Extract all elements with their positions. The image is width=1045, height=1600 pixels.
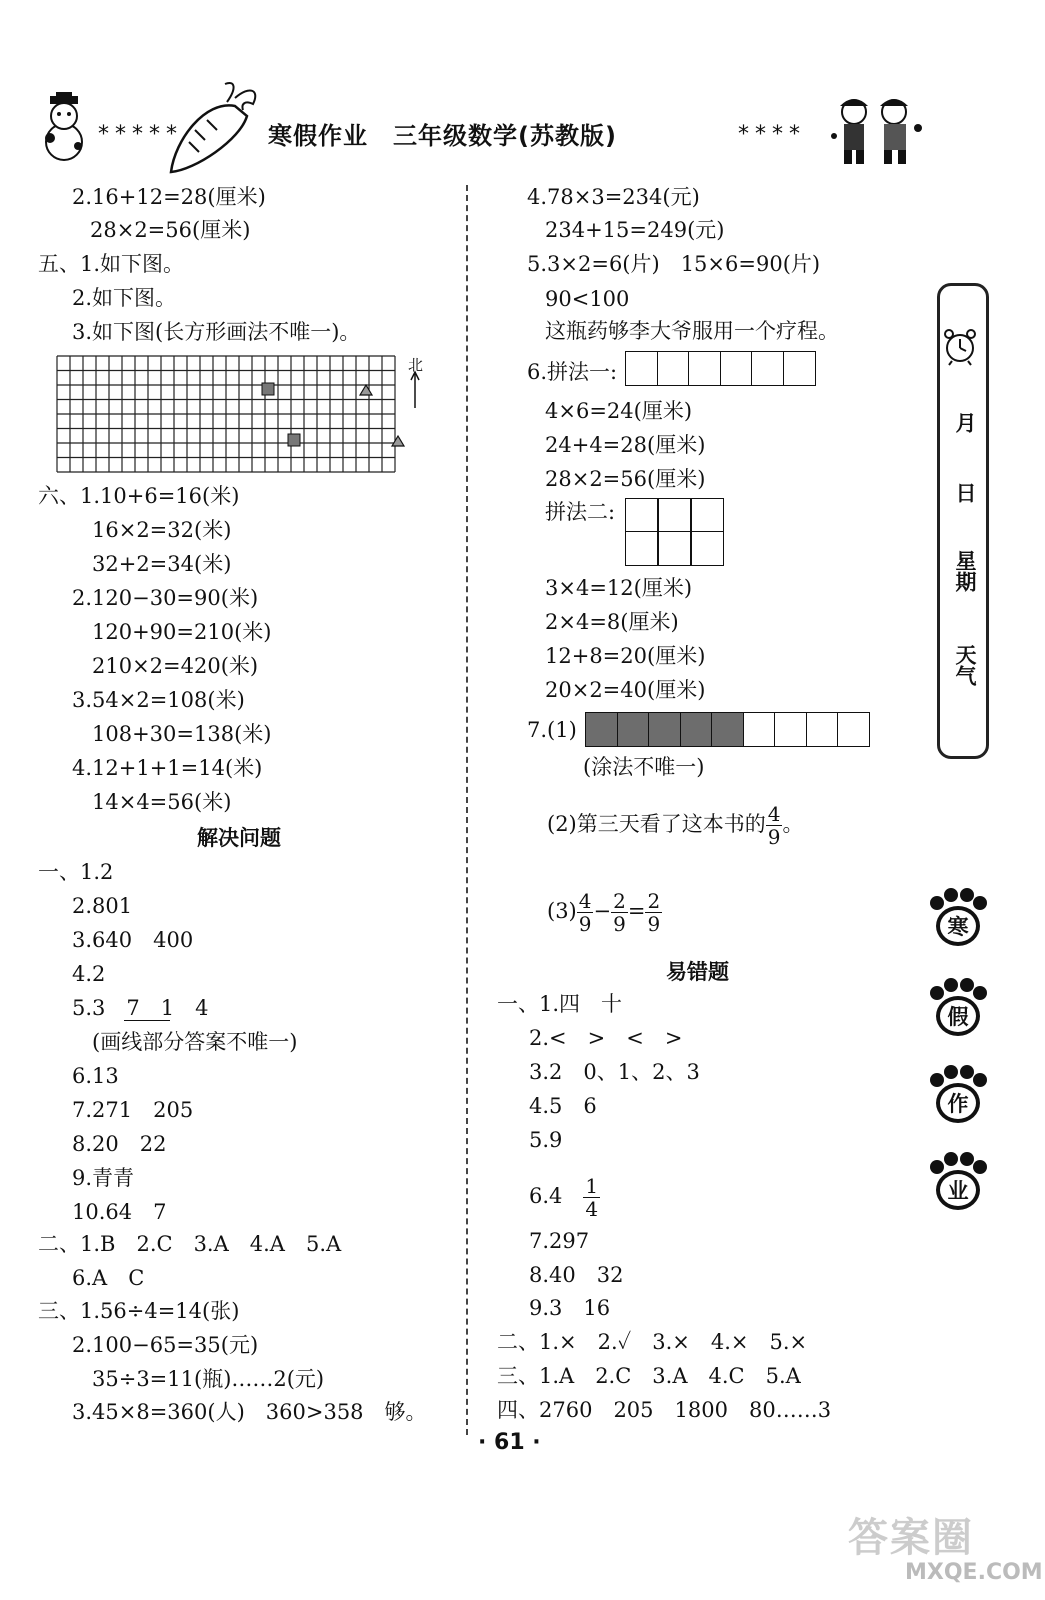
answer-line: 7.297 <box>529 1229 590 1253</box>
answer-line: 3.2 0、1、2、3 <box>529 1060 700 1084</box>
answer-line: (涂法不唯一) <box>583 755 705 779</box>
answer-line: (2)第三天看了这本书的 $\frac{4}{9}$ 。 <box>547 802 804 849</box>
watermark-url: MXQE.COM <box>905 1560 1043 1585</box>
answer-line: 108+30=138(米) <box>92 722 272 746</box>
answer-line: 三、1.56÷4=14(张) <box>38 1299 240 1323</box>
answer-line: 5.9 <box>529 1128 563 1152</box>
answer-line: 5.3×2=6(片) 15×6=90(片) <box>527 252 821 276</box>
fraction: $\frac{4}{9}$ <box>578 889 592 936</box>
answer-line: 7.(1) <box>527 718 577 742</box>
square-mark <box>262 383 274 395</box>
cell <box>658 498 691 533</box>
cell <box>806 712 839 747</box>
answer-line: 3.45×8=360(人) 360>358 够。 <box>72 1400 427 1424</box>
answer-line: 28×2=56(厘米) <box>545 467 706 491</box>
answer-line: 五、1.如下图。 <box>38 252 185 276</box>
answer-line: (画线部分答案不唯一) <box>92 1030 298 1054</box>
answer-line: 六、1.10+6=16(米) <box>38 484 240 508</box>
answer-line: 2.120−30=90(米) <box>72 586 259 610</box>
alarm-clock-icon <box>943 328 977 366</box>
answer-line: 6.13 <box>72 1064 119 1088</box>
stars-right: **** <box>738 122 806 147</box>
answer-line: 4.78×3=234(元) <box>527 185 700 209</box>
stars-left: ***** <box>98 122 183 147</box>
answer-line: 拼法二: <box>545 500 616 524</box>
fraction-bar <box>585 712 869 747</box>
answer-line: 一、1.2 <box>38 860 114 884</box>
cell <box>658 531 691 566</box>
answer-line: 8.20 22 <box>72 1132 167 1156</box>
answer-line: 2.16+12=28(厘米) <box>72 185 266 209</box>
cell <box>625 498 658 533</box>
answer-line: 四、2760 205 1800 80……3 <box>497 1398 832 1422</box>
answer-line: 三、1.A 2.C 3.A 4.C 5.A <box>497 1364 801 1388</box>
answer-line: 3×4=12(厘米) <box>545 576 693 600</box>
fraction: $\frac{2}{9}$ <box>613 889 626 936</box>
week-label: 星期 <box>953 550 977 592</box>
header-title: 寒假作业 三年级数学(苏教版) <box>268 122 617 150</box>
triangle-mark <box>392 436 404 446</box>
answer-line: 7.271 205 <box>72 1098 194 1122</box>
watermark-logo: 答案圈 <box>848 1515 974 1561</box>
answer-line: 4.5 6 <box>529 1094 597 1118</box>
answer-line: 12+8=20(厘米) <box>545 644 706 668</box>
paw-icon: 作 <box>928 1065 988 1125</box>
triangle-mark <box>360 385 372 395</box>
arrangement-one <box>625 351 814 386</box>
answer-line: 120+90=210(米) <box>92 620 272 644</box>
square-mark <box>288 434 300 446</box>
answer-line: 24+4=28(厘米) <box>545 433 706 457</box>
answer-line: 一、1.四 十 <box>497 992 623 1016</box>
section-title-solve: 解决问题 <box>197 826 281 850</box>
north-label: 北 <box>408 356 424 374</box>
underline-mark <box>124 1020 170 1021</box>
answer-line: 6.A C <box>72 1266 145 1290</box>
shaded-cell <box>585 712 618 747</box>
answer-line: 2.100−65=35(元) <box>72 1333 259 1357</box>
answer-line: 35÷3=11(瓶)……2(元) <box>92 1367 325 1391</box>
cell <box>691 531 724 566</box>
answer-line: 二、1.B 2.C 3.A 4.A 5.A <box>38 1232 342 1256</box>
answer-line: 8.40 32 <box>529 1263 624 1287</box>
cell <box>657 351 690 386</box>
answer-line: 2×4=8(厘米) <box>545 610 679 634</box>
cell <box>783 351 816 386</box>
answer-line: 这瓶药够李大爷服用一个疗程。 <box>545 319 839 343</box>
snowman-illustration <box>30 92 100 164</box>
paw-icon: 假 <box>928 978 988 1038</box>
cell <box>720 351 753 386</box>
weather-label: 天气 <box>953 644 977 686</box>
arrangement-two <box>625 498 724 564</box>
cell <box>751 351 784 386</box>
carrot-illustration <box>165 80 260 180</box>
answer-line: 5.3 7 1 4 <box>72 996 209 1020</box>
answer-line: 4.12+1+1=14(米) <box>72 756 263 780</box>
fraction: $\frac{4}{9}$ <box>767 802 781 849</box>
answer-line: 2.801 <box>72 894 133 918</box>
answer-line: 2.如下图。 <box>72 286 177 310</box>
answer-line: 234+15=249(元) <box>545 218 725 242</box>
answer-line: 3.54×2=108(米) <box>72 688 245 712</box>
day-label: 日 <box>953 482 977 503</box>
answer-line: 二、1.× 2.✓ 3.× 4.× 5.× <box>497 1330 808 1354</box>
kids-illustration <box>828 92 928 167</box>
answer-line: 3.如下图(长方形画法不唯一)。 <box>72 320 361 344</box>
answer-line: 9.3 16 <box>529 1296 611 1320</box>
answer-line: 6.4 $\frac{1}{4}$ <box>529 1174 599 1221</box>
north-arrow-icon <box>408 370 422 410</box>
answer-line: 32+2=34(米) <box>92 552 232 576</box>
shaded-cell <box>680 712 713 747</box>
cell <box>625 351 658 386</box>
answer-line: 6.拼法一: <box>527 360 618 384</box>
column-divider <box>466 185 468 1435</box>
cell <box>837 712 870 747</box>
paw-icon: 业 <box>928 1152 988 1212</box>
answer-line: 10.64 7 <box>72 1200 167 1224</box>
cell <box>691 498 724 533</box>
answer-line: 28×2=56(厘米) <box>90 218 251 242</box>
answer-line: 9.青青 <box>72 1166 135 1190</box>
answer-line: 20×2=40(厘米) <box>545 678 706 702</box>
shaded-cell <box>711 712 744 747</box>
answer-line: 90<100 <box>545 287 630 311</box>
answer-line: 210×2=420(米) <box>92 654 259 678</box>
answer-line: 14×4=56(米) <box>92 790 232 814</box>
answer-line: 4.2 <box>72 962 106 986</box>
answer-line: 2.< > < > <box>529 1026 683 1050</box>
cell <box>743 712 776 747</box>
fraction: $\frac{2}{9}$ <box>647 889 661 936</box>
shaded-cell <box>617 712 650 747</box>
shaded-cell <box>648 712 681 747</box>
answer-line: 16×2=32(米) <box>92 518 232 542</box>
grid-figure <box>55 354 435 476</box>
answer-line: (3) $\frac{4}{9}$ − $\frac{2}{9}$ = $\frac{2}{9}$ <box>547 889 661 936</box>
page-number: · 61 · <box>478 1430 541 1455</box>
paw-icon: 寒 <box>928 888 988 948</box>
cell <box>774 712 807 747</box>
month-label: 月 <box>953 412 977 433</box>
answer-line: 3.640 400 <box>72 928 194 952</box>
section-title-mistakes: 易错题 <box>666 960 729 984</box>
answer-line: 4×6=24(厘米) <box>545 399 693 423</box>
cell <box>625 531 658 566</box>
fraction: $\frac{1}{4}$ <box>585 1174 599 1221</box>
cell <box>688 351 721 386</box>
